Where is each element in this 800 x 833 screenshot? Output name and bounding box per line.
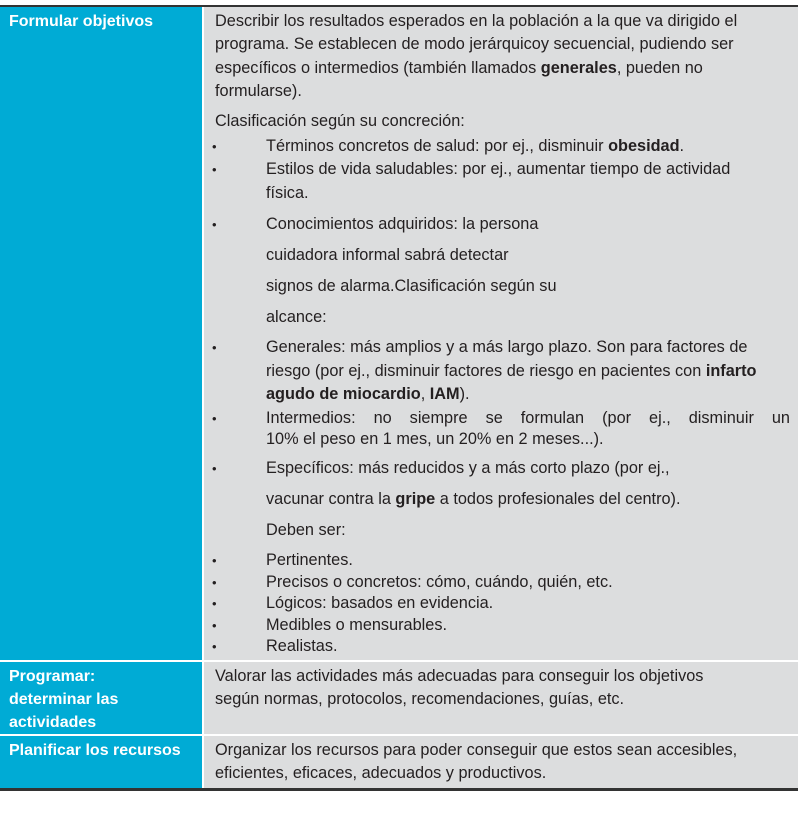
item-text: Estilos de vida saludables: por ej., aumentar tiempo de actividad física. xyxy=(266,160,731,202)
list-item xyxy=(212,135,790,158)
criteria-list xyxy=(212,550,790,658)
item-bold: gripe xyxy=(395,490,436,509)
list-item xyxy=(212,158,790,205)
bullet-icon: • xyxy=(212,217,217,233)
list-item xyxy=(212,408,790,450)
list-item xyxy=(212,615,790,637)
row-content-text: Valorar las actividades más adecuadas para conseguir los objetivos según normas, protocolos, recomendaciones, guías, etc. xyxy=(215,666,704,709)
item-line: alcance: xyxy=(266,308,327,327)
item-bold: obesidad xyxy=(608,137,680,156)
bullet-icon: • xyxy=(212,139,217,155)
list-item xyxy=(212,636,790,658)
list-item xyxy=(212,336,790,406)
item-text: Pertinentes. xyxy=(266,551,353,570)
intro-text: Describir los resultados esperados en la población a la que va dirigido el programa. Se establecen de modo jerárquicoy secuencial, pudiendo ser específicos o intermedios (también llamados xyxy=(215,12,738,77)
item-text: Generales: más amplios y a más largo plazo. Son para factores de riesgo (por ej., disminuir factores de riesgo en pacientes con xyxy=(266,338,748,380)
list-item xyxy=(212,593,790,615)
classification-heading: Clasificación según su concreción: xyxy=(215,111,465,130)
bullet-icon: • xyxy=(212,411,217,427)
row-label xyxy=(0,7,204,660)
item-line: Conocimientos adquiridos: la persona xyxy=(266,215,539,234)
item-text: vacunar contra la xyxy=(266,490,396,509)
item-bold: infarto agudo de miocardio xyxy=(266,361,757,404)
item-text: Términos concretos de salud: por ej., disminuir xyxy=(266,137,609,156)
item-text: Medibles o mensurables. xyxy=(266,615,447,634)
item-line xyxy=(266,484,790,515)
table-row-programar xyxy=(0,662,798,736)
intro-paragraph xyxy=(215,10,790,104)
bullet-icon: • xyxy=(212,574,217,590)
intro-bold: generales xyxy=(540,58,617,77)
bullet-icon: • xyxy=(212,553,217,569)
item-text-end: . xyxy=(679,137,685,156)
bullet-icon: • xyxy=(212,340,217,356)
bullet-icon: • xyxy=(212,617,217,633)
row-label xyxy=(0,736,204,788)
table-row-objetivos xyxy=(0,7,798,662)
intro-text-end: , pueden no formularse). xyxy=(215,58,703,101)
list-item xyxy=(212,453,790,546)
item-line: 10% el peso en 1 mes, un 20% en 2 meses...). xyxy=(266,430,604,449)
row-content xyxy=(204,7,798,660)
bullet-icon: • xyxy=(212,461,217,477)
row-content xyxy=(204,662,798,734)
row-label-line: Programar: xyxy=(9,667,96,685)
item-line: cuidadora informal sabrá detectar xyxy=(266,246,509,265)
deben-ser-label: Deben ser: xyxy=(266,521,346,540)
row-label-line: actividades xyxy=(9,713,97,731)
row-label-text: Formular objetivos xyxy=(9,13,154,30)
table-row-recursos xyxy=(0,736,798,788)
bullet-icon: • xyxy=(212,596,217,612)
planning-table xyxy=(0,5,798,791)
bullet-icon: • xyxy=(212,162,217,178)
item-line: signos de alarma.Clasificación según su xyxy=(266,277,557,296)
item-text-end: ). xyxy=(459,385,470,404)
row-label-text: Planificar los recursos xyxy=(9,741,181,759)
row-content xyxy=(204,736,798,788)
row-label xyxy=(0,662,204,734)
item-text: , xyxy=(420,385,430,404)
list-item xyxy=(212,550,790,572)
item-text: Realistas. xyxy=(266,637,338,656)
item-text: Precisos o concretos: cómo, cuándo, quién, etc. xyxy=(266,572,613,591)
item-bold: IAM xyxy=(429,385,460,404)
item-line: Intermedios: no siempre se formulan (por ej., disminuir un xyxy=(266,409,790,428)
list-item xyxy=(212,209,790,333)
bullet-icon: • xyxy=(212,639,217,655)
item-text-end: a todos profesionales del centro). xyxy=(435,490,681,509)
item-line: Específicos: más reducidos y a más corto plazo (por ej., xyxy=(266,459,670,478)
row-label-line: determinar las xyxy=(9,690,119,708)
item-text: Lógicos: basados en evidencia. xyxy=(266,594,494,613)
list-item xyxy=(212,572,790,594)
row-content-text: Organizar los recursos para poder conseguir que estos sean accesibles, eficientes, eficaces, adecuados y productivos. xyxy=(215,740,738,783)
